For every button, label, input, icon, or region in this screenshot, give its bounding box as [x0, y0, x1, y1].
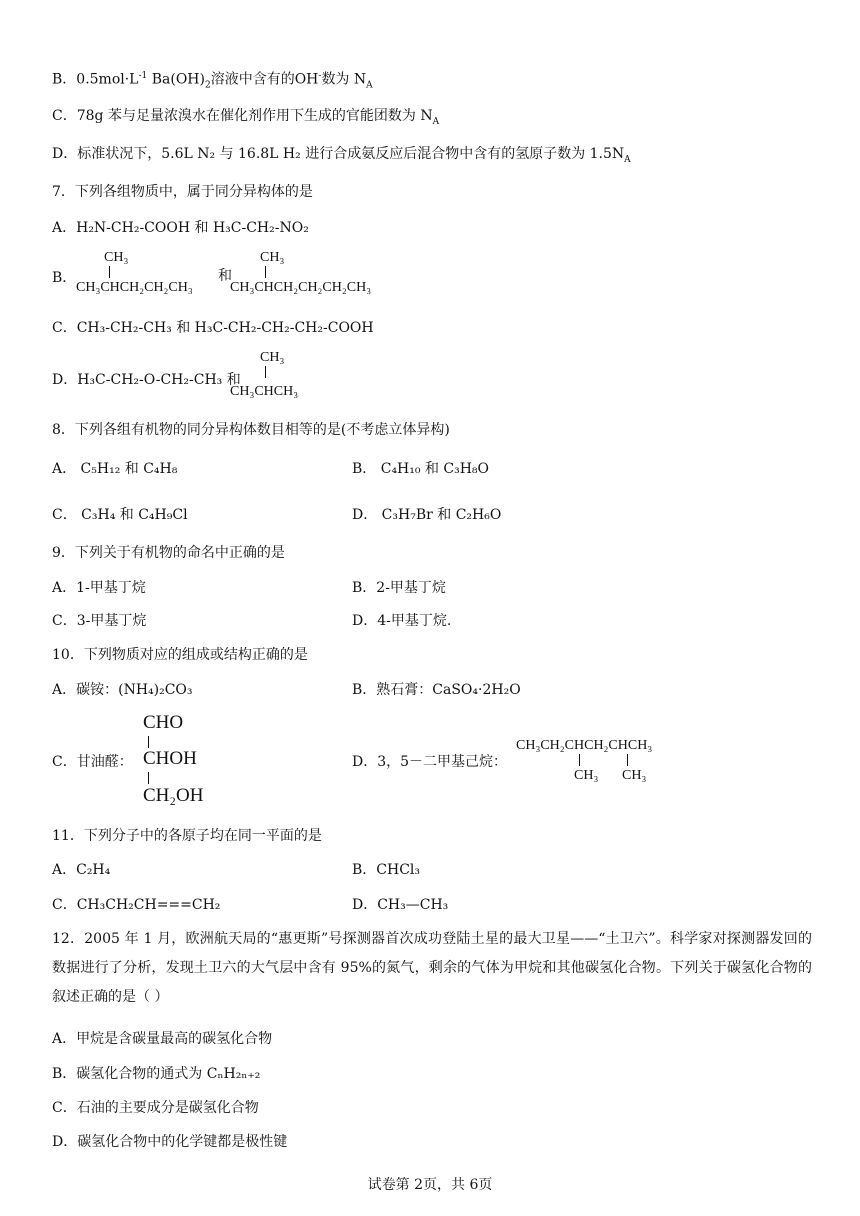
bond-line: [265, 266, 266, 278]
bond-line: [148, 772, 149, 784]
q11-option-a: A．C₂H₄: [52, 862, 111, 878]
q10-option-a: A．碳铵：(NH₄)₂CO₃: [52, 682, 193, 698]
hydroxymethyl-group: CH₂OH: [143, 785, 204, 806]
branch-methyl: CH₃: [260, 350, 285, 365]
bond-line: [627, 754, 628, 766]
q7-option-c: C．CH₃-CH₂-CH₃ 和 H₃C-CH₂-CH₂-CH₂-COOH: [52, 320, 374, 336]
q9-option-b: B．2-甲基丁烷: [352, 580, 446, 596]
q6-option-c: C．78g 苯与足量浓溴水在催化剂作用下生成的官能团数为 $N_A$: [52, 108, 440, 127]
q12-option-b: B．碳氢化合物的通式为 CₙH₂ₙ₊₂: [52, 1066, 261, 1082]
q8-option-b: B． C₄H₁₀ 和 C₃H₈O: [352, 461, 490, 477]
branch-methyl: CH₃: [260, 250, 285, 265]
q11-option-b: B．CHCl₃: [352, 862, 421, 878]
q7-b-structure-2: [230, 250, 410, 300]
q9-option-d: D．4-甲基丁烷.: [352, 613, 452, 629]
q7-stem: 7．下列各组物质中，属于同分异构体的是: [52, 184, 313, 200]
q10-option-c-label: C．甘油醛：: [52, 754, 133, 770]
q7-b-and: 和: [218, 268, 232, 284]
q8-option-c: C． C₃H₄ 和 C₄H₉Cl: [52, 507, 188, 523]
branch-methyl: CH₃: [104, 250, 129, 265]
branch-methyl: CH₃: [622, 768, 647, 783]
main-chain: CH₃CHCH₃: [230, 384, 299, 399]
q7-d-structure: [230, 350, 330, 402]
branch-methyl: CH₃: [574, 768, 599, 783]
page-footer: 试卷第 2页，共 6页: [367, 1177, 493, 1193]
bond-line: [265, 366, 266, 378]
q11-option-c: C．CH₃CH₂CH===CH₂: [52, 897, 221, 913]
q8-option-a: A． C₅H₁₂ 和 C₄H₈: [52, 461, 178, 477]
bond-line: [148, 736, 149, 748]
q6-option-d: D．标准状况下，5.6L N₂ 与 16.8L H₂ 进行合成氨反应后混合物中含有的氢原子数为 $1.5N_A$: [52, 146, 631, 165]
q11-option-d: D．CH₃—CH₃: [352, 897, 449, 913]
dimethylhexane-structure: [516, 738, 686, 786]
q7-option-a: A．H₂N-CH₂-COOH 和 H₃C-CH₂-NO₂: [52, 220, 309, 236]
aldehyde-group: CHO: [143, 712, 184, 733]
q7-option-b-label: B．: [52, 270, 77, 286]
glyceraldehyde-structure: [143, 712, 243, 808]
q10-option-b: B．熟石膏：CaSO₄·2H₂O: [352, 682, 521, 698]
q11-stem: 11．下列分子中的各原子均在同一平面的是: [52, 828, 322, 844]
bond-line: [109, 266, 110, 278]
bond-line: [579, 754, 580, 766]
q12-option-a: A．甲烷是含碳量最高的碳氢化合物: [52, 1031, 273, 1047]
q9-option-c: C．3-甲基丁烷: [52, 613, 147, 629]
q9-option-a: A．1-甲基丁烷: [52, 580, 146, 596]
q7-option-d: D．H₃C-CH₂-O-CH₂-CH₃ 和: [52, 372, 241, 388]
q12-stem: 12．2005 年 1 月，欧洲航天局的“惠更斯”号探测器首次成功登陆土星的最大卫星——“土卫六”。科学家对探测器发回的数据进行了分析，发现土卫六的大气层中含有 95%的氮气，剩余的气体为甲烷和其他碳氢化合物。下列关于碳氢化合物的叙述正确的是（ ）: [52, 931, 812, 1005]
q10-stem: 10．下列物质对应的组成或结构正确的是: [52, 647, 308, 663]
main-chain: CH₃CH₂CHCH₂CHCH₃: [516, 738, 653, 753]
main-chain: CH₃CHCH₂CH₂CH₂CH₃: [230, 280, 372, 295]
q10-option-d-label: D．3，5－二甲基己烷：: [352, 754, 508, 770]
hydroxy-carbon: CHOH: [143, 748, 197, 769]
q12-option-d: D．碳氢化合物中的化学键都是极性键: [52, 1134, 288, 1150]
main-chain: CH₃CHCH₂CH₂CH₃: [76, 280, 193, 295]
q6-option-b: B．$0.5mol\cdot L^{-1}$ $Ba(OH)_2$溶液中含有的OH-数为 $N_A$: [52, 71, 373, 91]
q8-stem: 8．下列各组有机物的同分异构体数目相等的是(不考虑立体异构): [52, 422, 450, 438]
q7-b-structure-1: [76, 250, 226, 300]
q12-option-c: C．石油的主要成分是碳氢化合物: [52, 1100, 259, 1116]
q8-option-d: D． C₃H₇Br 和 C₂H₆O: [352, 507, 502, 523]
q9-stem: 9．下列关于有机物的命名中正确的是: [52, 545, 285, 561]
